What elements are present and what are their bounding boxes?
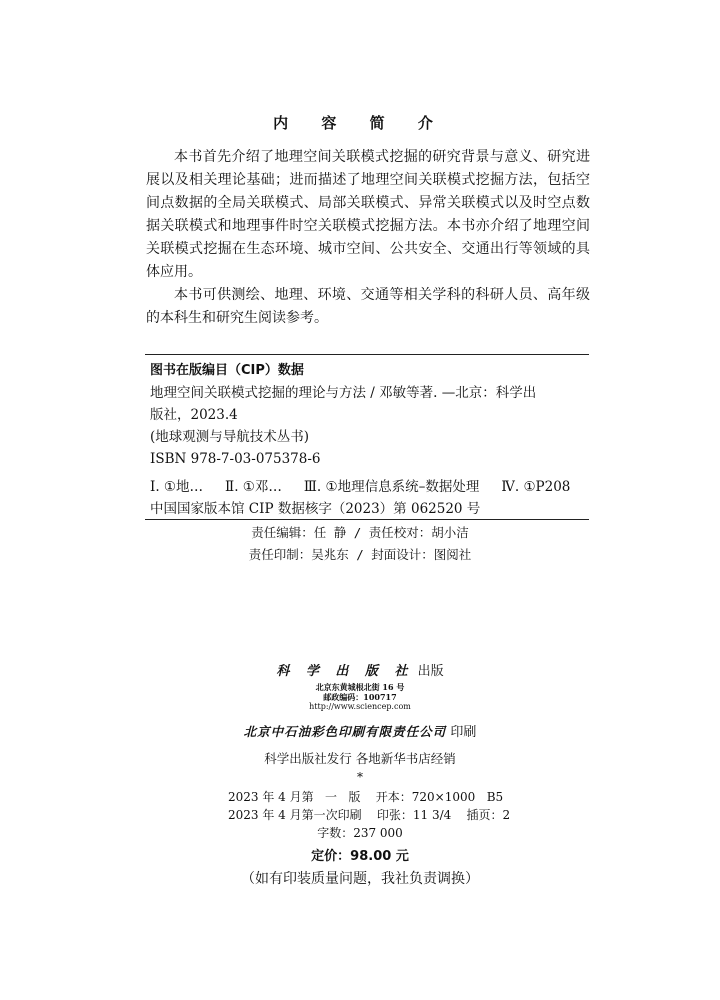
cip-title-line: 地理空间关联模式挖掘的理论与方法 / 邓敏等著. —北京：科学出 bbox=[150, 385, 537, 401]
word-count: 字数：237 000 bbox=[317, 826, 403, 840]
editor-line: 责任编辑：任 静 / 责任校对：胡小洁 bbox=[251, 525, 469, 540]
publisher-line bbox=[0, 662, 720, 682]
cip-class-item: Ⅲ. ①地理信息系统–数据处理 bbox=[303, 479, 480, 495]
distribution-line: 科学出版社发行 各地新华书店经销 bbox=[264, 751, 456, 766]
cip-class-item: Ⅰ. ①地… bbox=[150, 479, 204, 495]
summary-paragraph: 本书可供测绘、地理、环境、交通等相关学科的科研人员、高年级的本科生和研究生阅读参考。 bbox=[146, 287, 590, 326]
edition-line: 2023 年 4 月第一次印刷 印张：11 3/4 插页：2 bbox=[228, 808, 511, 822]
publisher-postcode: 邮政编码：100717 bbox=[323, 692, 397, 702]
editor-line: 责任印制：吴兆东 / 封面设计：图阅社 bbox=[248, 547, 472, 562]
cip-block bbox=[150, 360, 590, 520]
printer-line bbox=[0, 722, 720, 743]
editor-credits bbox=[0, 522, 720, 566]
cip-top-rule bbox=[145, 354, 589, 355]
summary-body bbox=[146, 146, 590, 330]
cip-series: (地球观测与导航技术丛书) bbox=[150, 429, 310, 445]
publisher-name: 科 学 出 版 社 bbox=[276, 664, 414, 679]
cip-class-item: Ⅱ. ①邓… bbox=[225, 479, 282, 495]
summary-paragraph: 本书首先介绍了地理空间关联模式挖掘的研究背景与意义、研究进展以及相关理论基础；进而描述了地理空间关联模式挖掘方法，包括空间点数据的全局关联模式、局部关联模式、异常关联模式以及时空点数据关联模式和地理事件时空关联模式挖掘方法。本书亦介绍了地理空间关联模式挖掘在生态环境、城市空间、公共安全、交通出行等领域的具体应用。 bbox=[146, 149, 590, 280]
publisher-address: 北京东黄城根北街 16 号 bbox=[315, 682, 405, 692]
cip-isbn: ISBN 978-7-03-075378-6 bbox=[150, 451, 321, 467]
printer-name: 北京中石油彩色印刷有限责任公司 bbox=[243, 724, 447, 739]
price: 定价：98.00 元 bbox=[311, 849, 409, 864]
cip-bottom-rule bbox=[145, 519, 589, 520]
cip-header: 图书在版编目（CIP）数据 bbox=[150, 363, 304, 378]
summary-title: 内 容 简 介 bbox=[273, 114, 447, 132]
separator-star: * bbox=[357, 770, 363, 784]
quality-notice: （如有印装质量问题，我社负责调换） bbox=[241, 871, 479, 887]
printer-suffix: 印刷 bbox=[450, 725, 477, 740]
edition-block bbox=[228, 788, 548, 842]
publisher-url: http://www.sciencep.com bbox=[309, 702, 411, 711]
cip-classification bbox=[150, 476, 590, 498]
cip-number: 中国国家版本馆 CIP 数据核字（2023）第 062520 号 bbox=[150, 501, 481, 517]
cip-title-line: 版社，2023.4 bbox=[150, 407, 238, 423]
publisher-block bbox=[0, 662, 720, 712]
publisher-suffix: 出版 bbox=[417, 664, 444, 679]
edition-line: 2023 年 4 月第 一 版 开本：720×1000 B5 bbox=[228, 790, 504, 804]
cip-class-item: Ⅳ. ①P208 bbox=[501, 479, 571, 495]
